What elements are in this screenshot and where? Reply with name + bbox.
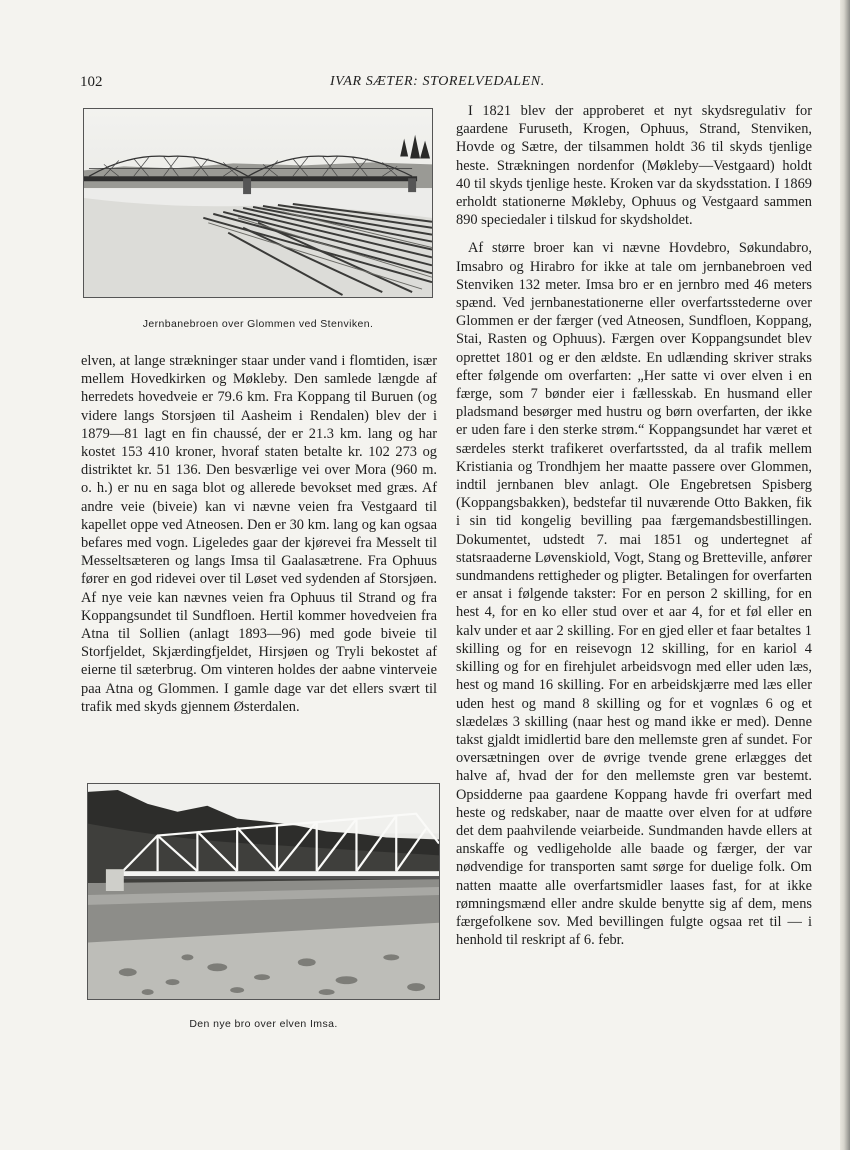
right-column (456, 102, 812, 949)
page-edge-shadow (840, 0, 850, 1150)
running-title: IVAR SÆTER: STORELVEDALEN. (330, 74, 545, 89)
paragraph: Af større broer kan vi nævne Hovdebro, Søkundabro, Imsabro og Hirabro for ikke at tale om jernbanebroen ved Stenviken 132 meter. Imsa bro er en jernbro med 46 meters spænd. Ved jernbanestationerne eller overfartsstederne over Glommen er der færger (ved Atneosen, Sundfloen, Koppang, Stai, Rasten og Ophuus). Færgen over Koppangsundet blev oprettet 1801 og er den ældste. En udlænding skriver straks efter følgende om overfarten: „Her satte vi over elven i en færge, som 7 bønder eier i fællesskab. En husmand eller pladsmand besørger med hustru og børn overfarten, der ikke er uden fare i den sterke strøm.“ Koppangsundet har været et særdeles sterkt trafikeret overfartssted, da al trafik mellem Kristiania og Trondhjem her maatte passere over Glommen, indtil jernbanen blev anlagt. Ole Engebretsen Spisberg (Koppangsbakken), bedstefar til nuværende Otto Bakken, fik i sin tid kongelig bevilling paa færgemandsbestillingen. Dokumentet, udstedt 7. mai 1851 og undertegnet af statsraaderne Løvenskiold, Vogt, Stang og Bretteville, anfører sundmandens rettigheder og pligter. Betalingen for overfarten er ansat i følgende takster: For en person 2 skilling, for en hest 4, for en ko eller stud over et aar 4, for et føl eller en kalv under et aar 2 skilling. For en gjed eller et faar betaltes 1 skilling og for en reisevogn 12 skilling, for en kariol 4 skilling og for en firehjulet arbeidsvogn med eller uden læs, hest og mand 16 skilling. For en arbeidskjærre med læs eller uden hest og mand 8 skilling og for et vognlæs 6 og et slædelæs 3 skilling (naar hest og mand ikke er med). Denne takst gjaldt imidlertid bare den mellemste gren af sundet. For oversætningen over de øvrige tvende grene erlægges det halve af, hvad der for den mellemste gren var bestemt. Opsidderne paa gaardene Koppang havde fri overfart med heste og redskaber, naar de maatte over elven for at udføre det dem paahvilende veiarbeide. Sundmanden havde ellers at anskaffe og vedligeholde alle baade og færger, der var nødvendige for transporten samt sørge for duelige folk. Om natten maatte alle overfartsmidler laases fast, for at ikke rømningsmænd eller andre skulde benytte sig af dem, mens færgefolkene sov. Med bevillingen fulgte ogsaa ret til — i henhold til reskript af 6. febr. (456, 240, 812, 949)
left-column (81, 352, 437, 716)
figure-caption: Jernbanebroen over Glommen ved Stenviken. (142, 318, 374, 330)
photo-railway-bridge (83, 108, 433, 298)
paragraph: I 1821 blev der approberet et nyt skydsregulativ for gaardene Furuseth, Krogen, Ophuus, Strand, Stenviken, Hovde og Sætre, der tilsammen holdt 36 til skyds tjenlige heste. Strækningen nordenfor (Møkleby—Vestgaard) holdt 40 til skyds tjenlige heste. Kroken var da skydsstation. I 1869 erholdt stationerne Møkleby, Ophuus og Vestgaard sammen 890 speciedaler i tilskud for skydsholdet. (456, 103, 812, 229)
paragraph: elven, at lange strækninger staar under vand i flomtiden, især mellem Hovedkirken og Møkleby. Den samlede længde af herredets hovedveie er 79.6 km. Fra Koppang til Buruen (og videre langs Storsjøen til Aasheim i Rendalen) blev der i 1879—81 lagt en fin chaussé, der er 21.3 km. lang og har kostet 153 410 kroner, hvoraf staten betalte kr. 102 273 og distriktet kr. 51 136. Den besværlige vei over Mora (960 m. o. h.) er nu en saga blot og allerede bevokset med græs. Af andre veie (biveie) kan vi nævne veien fra Vestgaard til kapellet oppe ved Atneosen. Den er 30 km. lang og kan ogsaa befares med vogn. Ligeledes gaar der kjørevei fra Messelt til Messeltsæteren og langs Imsa til Gaalasætrene. Fra Ophuus fører en god ridevei over til Løset ved sydenden af Storsjøen. Af nye veie kan nævnes veien fra Ophuus til Strand og fra Koppangsundet til Sundfloen. Hertil kommer hovedveien fra Atna til Sollien (anlagt 1893—96) med gode biveie til Storfjeldet, Skjærdingfjeldet, Hirsjøen og Tryli bekostet af eierne til sæterbrug. Om vinteren holdes der aabne vinterveie paa Atna og Glommen. I gamle dage var det ellers svært til trafik med skyds gjennem Østerdalen. (81, 353, 437, 715)
page-header (80, 74, 800, 94)
photo-imsa-bridge (87, 783, 440, 1000)
figure-caption: Den nye bro over elven Imsa. (189, 1018, 338, 1030)
page-number: 102 (80, 74, 103, 90)
